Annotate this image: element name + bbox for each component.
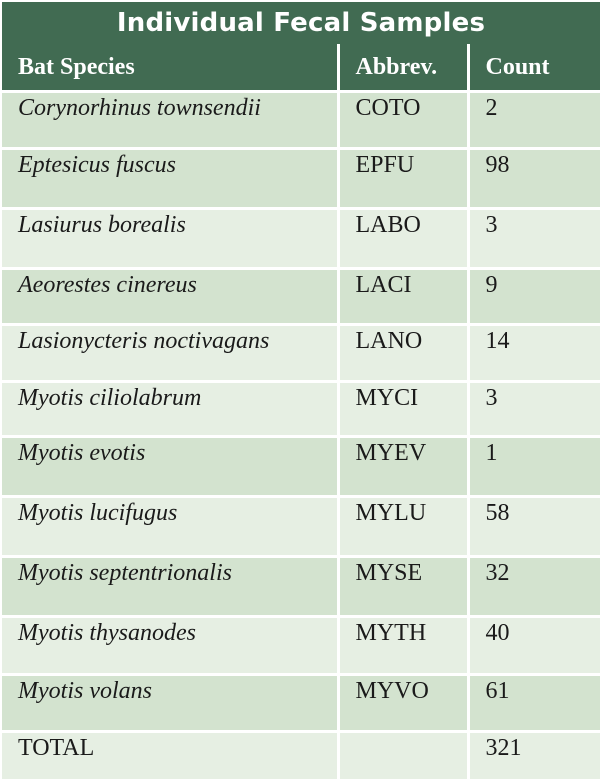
abbrev-cell: MYEV	[338, 437, 468, 497]
count-cell: 14	[468, 325, 600, 382]
abbrev-cell: MYSE	[338, 557, 468, 617]
abbrev-cell: EPFU	[338, 149, 468, 209]
count-cell: 1	[468, 437, 600, 497]
header-row	[2, 44, 600, 92]
table-row	[2, 92, 600, 149]
column-header-count: Count	[468, 44, 600, 92]
species-cell: Eptesicus fuscus	[2, 149, 338, 209]
table-title: Individual Fecal Samples	[2, 2, 600, 44]
species-cell: Myotis ciliolabrum	[2, 382, 338, 437]
abbrev-cell: MYTH	[338, 617, 468, 675]
species-cell: Myotis volans	[2, 675, 338, 732]
count-cell: 61	[468, 675, 600, 732]
total-abbrev-cell	[338, 732, 468, 779]
total-row	[2, 732, 600, 779]
species-cell: Aeorestes cinereus	[2, 269, 338, 325]
abbrev-cell: MYVO	[338, 675, 468, 732]
abbrev-cell: LACI	[338, 269, 468, 325]
species-cell: Myotis evotis	[2, 437, 338, 497]
column-header-abbrev: Abbrev.	[338, 44, 468, 92]
table-row	[2, 437, 600, 497]
species-cell: Corynorhinus townsendii	[2, 92, 338, 149]
table-row	[2, 675, 600, 732]
species-cell: Myotis thysanodes	[2, 617, 338, 675]
abbrev-cell: LANO	[338, 325, 468, 382]
species-cell: Lasionycteris noctivagans	[2, 325, 338, 382]
count-cell: 58	[468, 497, 600, 557]
total-count-cell: 321	[468, 732, 600, 779]
count-cell: 9	[468, 269, 600, 325]
abbrev-cell: COTO	[338, 92, 468, 149]
table-row	[2, 557, 600, 617]
table-row	[2, 269, 600, 325]
abbrev-cell: MYCI	[338, 382, 468, 437]
table-row	[2, 382, 600, 437]
count-cell: 32	[468, 557, 600, 617]
bat-species-table	[2, 44, 600, 779]
species-cell: Myotis lucifugus	[2, 497, 338, 557]
abbrev-cell: LABO	[338, 209, 468, 269]
count-cell: 3	[468, 209, 600, 269]
fecal-samples-table-container	[2, 2, 600, 779]
abbrev-cell: MYLU	[338, 497, 468, 557]
count-cell: 2	[468, 92, 600, 149]
table-row	[2, 209, 600, 269]
table-row	[2, 325, 600, 382]
table-row	[2, 149, 600, 209]
count-cell: 98	[468, 149, 600, 209]
table-row	[2, 617, 600, 675]
species-cell: Myotis septentrionalis	[2, 557, 338, 617]
column-header-species: Bat Species	[2, 44, 338, 92]
table-row	[2, 497, 600, 557]
count-cell: 40	[468, 617, 600, 675]
count-cell: 3	[468, 382, 600, 437]
species-cell: Lasiurus borealis	[2, 209, 338, 269]
total-label-cell: TOTAL	[2, 732, 338, 779]
